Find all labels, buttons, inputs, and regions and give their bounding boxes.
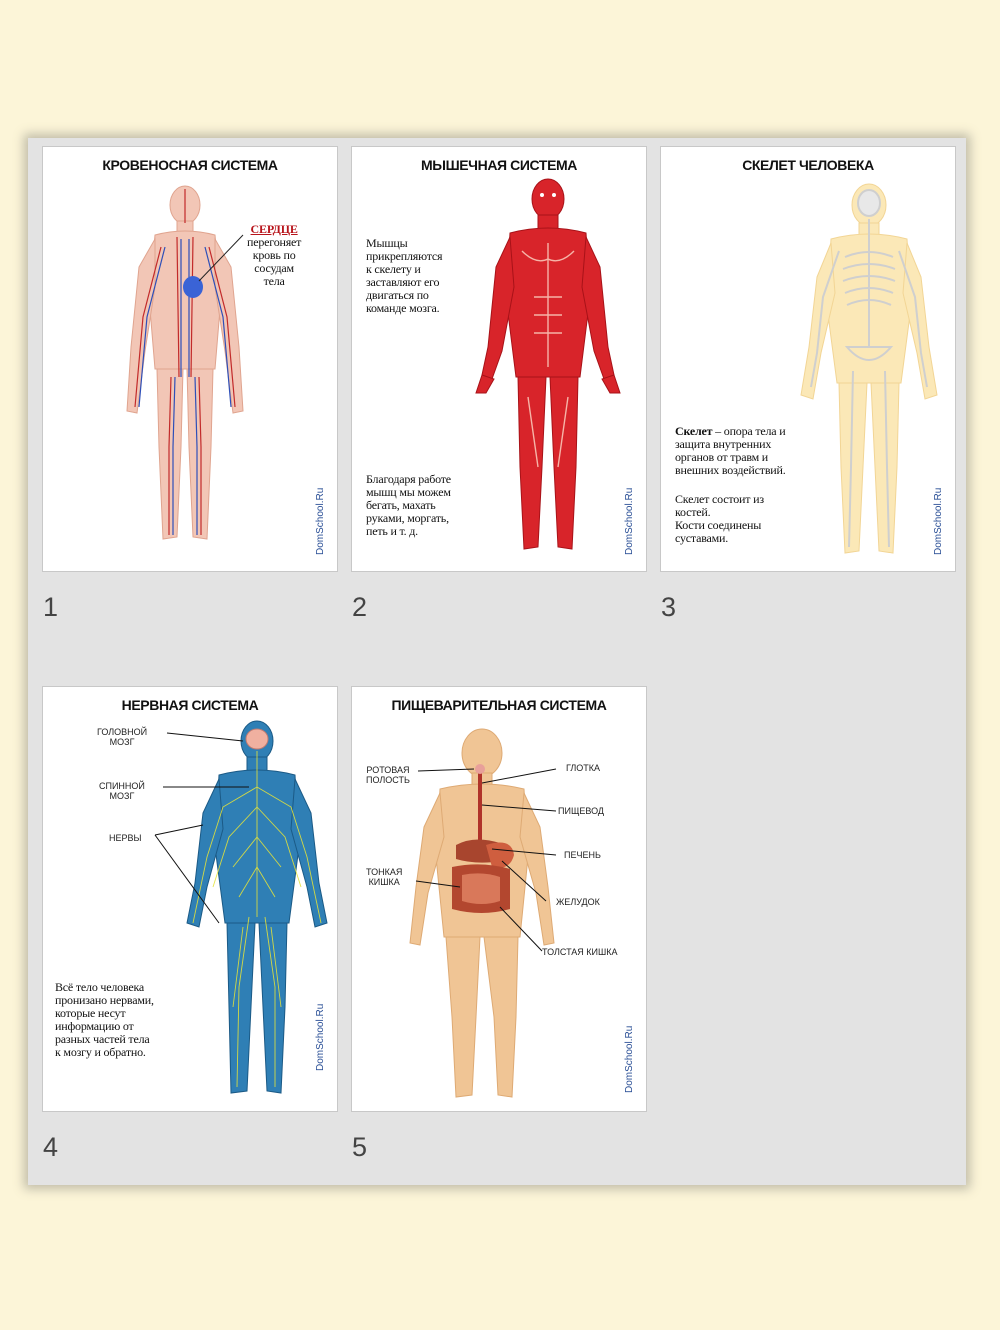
slide-number: 1 (43, 592, 59, 622)
nervous-text: Всё тело человека пронизано нервами, которые несут информацию от разных частей тела к мозгу и обратно. (55, 980, 154, 1059)
slide-thumbnail-5[interactable] (351, 686, 647, 1112)
slide-thumbnail-2[interactable] (351, 146, 647, 572)
skeleton-text-2: Скелет состоит из костей. Кости соединены суставами. (675, 492, 764, 545)
heart-word: СЕРДЦЕ (250, 222, 298, 236)
slide-number: 5 (352, 1132, 368, 1162)
label-liver: ПЕЧЕНЬ (564, 850, 601, 860)
slide-number: 3 (661, 592, 677, 622)
watermark: DomSchool.Ru (315, 487, 326, 555)
label-stomach: ЖЕЛУДОК (556, 897, 600, 907)
heart-text: перегоняет кровь по сосудам тела (247, 235, 302, 288)
muscle-text-bottom: Благодаря работе мышц мы можем бегать, махать руками, моргать, петь и т. д. (366, 472, 451, 538)
label-spine: СПИННОЙ МОЗГ (99, 781, 145, 801)
label-mouth: РОТОВАЯ ПОЛОСТЬ (366, 765, 410, 785)
slide-number: 2 (352, 592, 368, 622)
slide-title: НЕРВНАЯ СИСТЕМА (121, 697, 259, 713)
slide-thumbnail-4[interactable] (42, 686, 338, 1112)
slide-title: ПИЩЕВАРИТЕЛЬНАЯ СИСТЕМА (391, 697, 607, 713)
slide-title: МЫШЕЧНАЯ СИСТЕМА (421, 157, 577, 173)
heart-caption (247, 223, 301, 288)
label-brain: ГОЛОВНОЙ МОЗГ (97, 727, 148, 747)
digestive-system-figure (352, 687, 647, 1112)
skeleton-definition: – опора тела и защита внутренних органов от травм и внешних воздействий. (675, 424, 786, 477)
slide-title: СКЕЛЕТ ЧЕЛОВЕКА (742, 157, 874, 173)
label-small-intestine: ТОНКАЯ КИШКА (366, 867, 403, 887)
slide-thumbnail-3[interactable] (660, 146, 956, 572)
slide-title: КРОВЕНОСНАЯ СИСТЕМА (102, 157, 278, 173)
circulatory-system-figure (43, 147, 338, 572)
watermark: DomSchool.Ru (624, 487, 635, 555)
slide-thumbnail-1[interactable] (42, 146, 338, 572)
watermark: DomSchool.Ru (933, 487, 944, 555)
watermark: DomSchool.Ru (315, 1003, 326, 1071)
label-large-intestine: ТОЛСТАЯ КИШКА (542, 947, 618, 957)
skeleton-bold-word: Скелет (675, 424, 713, 438)
label-esophagus: ПИЩЕВОД (558, 806, 604, 816)
muscle-text-top: Мышцы прикрепляются к скелету и заставляют его двигаться по команде мозга. (366, 236, 443, 315)
watermark: DomSchool.Ru (624, 1025, 635, 1093)
slide-sorter-panel (28, 138, 966, 1185)
label-nerves: НЕРВЫ (109, 833, 142, 843)
label-pharynx: ГЛОТКА (566, 763, 601, 773)
brain-shape (246, 729, 268, 749)
skeleton-text-1 (675, 425, 786, 477)
slide-number: 4 (43, 1132, 59, 1162)
